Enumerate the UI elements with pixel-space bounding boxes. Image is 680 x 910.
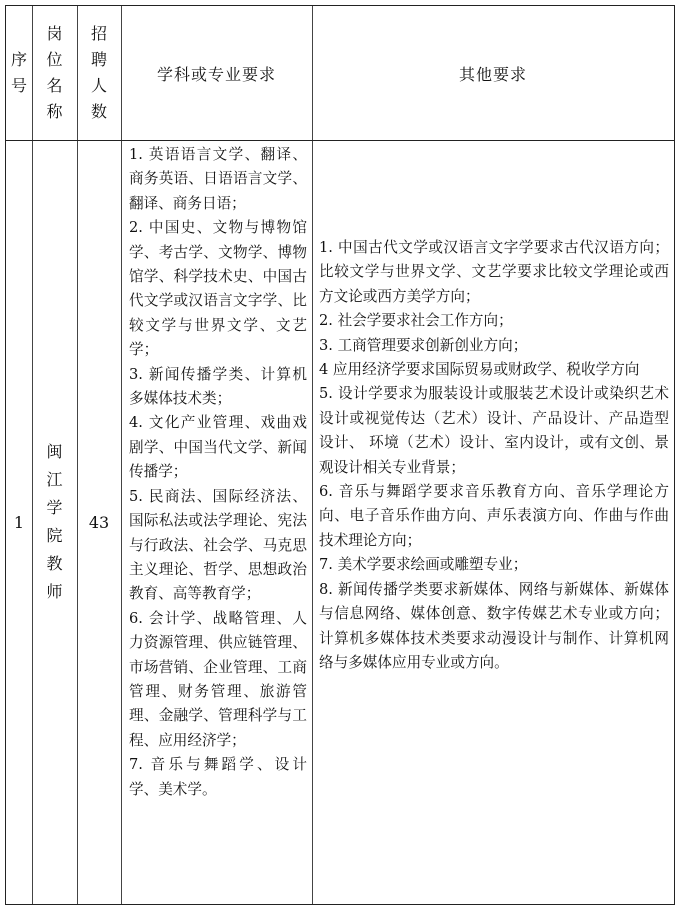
header-index-char: 号 <box>10 76 27 95</box>
major-requirement-item: 3. 新闻传播学类、计算机多媒体技术类； <box>129 365 307 408</box>
major-requirement-item: 2. 中国史、文物与博物馆学、考古学、文物学、博物馆学、科学技术史、中国古代文学或汉语言文字学、比较文学与世界文学、文艺学； <box>129 219 307 359</box>
header-major-requirements <box>121 6 312 140</box>
header-count-char: 招 <box>90 24 107 43</box>
other-requirement-item: 4 应用经济学要求国际贸易或财政学、税收学方向 <box>319 361 640 379</box>
header-index <box>6 6 32 140</box>
position-name-char: 院 <box>46 526 63 545</box>
recruitment-table <box>5 5 675 905</box>
other-requirement-item: 7. 美术学要求绘画或雕塑专业； <box>319 556 528 574</box>
major-requirements-list <box>129 143 307 802</box>
other-requirement-item: 3. 工商管理要求创新创业方向； <box>319 336 528 354</box>
other-requirement-item: 6. 音乐与舞蹈学要求音乐教育方向、音乐学理论方向、电子音乐作曲方向、声乐表演方向、作曲与作曲技术理论方向； <box>319 483 669 549</box>
header-major-label: 学科或专业要求 <box>156 64 276 84</box>
major-requirement-item: 7. 音乐与舞蹈学、设计学、美术学。 <box>129 756 307 798</box>
header-count <box>77 6 121 140</box>
major-requirement-item: 4. 文化产业管理、戏曲戏剧学、中国当代文学、新闻传播学； <box>129 414 307 481</box>
major-requirement-item: 5. 民商法、国际经济法、国际私法或法学理论、宪法与行政法、社会学、马克思主义理论、哲学、思想政治教育、高等教育学； <box>129 487 307 603</box>
header-count-char: 人 <box>90 76 107 95</box>
header-position-char: 岗 <box>46 24 63 43</box>
header-other-label: 其他要求 <box>458 64 527 84</box>
header-count-char: 聘 <box>90 50 107 69</box>
header-index-char: 序 <box>10 50 27 69</box>
header-count-char: 数 <box>90 102 107 121</box>
position-name-char: 学 <box>46 498 63 517</box>
header-position-char: 名 <box>46 76 63 95</box>
other-requirement-item: 2. 社会学要求社会工作方向； <box>319 312 513 330</box>
position-name-char: 江 <box>46 470 63 489</box>
other-requirement-item: 5. 设计学要求为服装设计或服装艺术设计或染织艺术设计或视觉传达（艺术）设计、产品设计、产品造型设计、 环境（艺术）设计、室内设计，或有文创、景观设计相关专业背景； <box>319 385 669 476</box>
other-requirements-list <box>319 236 669 675</box>
position-name-char: 师 <box>46 582 63 601</box>
major-requirement-item: 6. 会计学、战略管理、人力资源管理、供应链管理、市场营销、企业管理、工商管理、财务管理、旅游管理、金融学、管理科学与工程、应用经济学； <box>129 609 307 749</box>
row-index <box>6 140 32 904</box>
major-requirement-item: 1. 英语语言文学、翻译、商务英语、日语语言文学、翻译、商务日语； <box>129 146 307 212</box>
other-requirement-item: 8. 新闻传播学类要求新媒体、网络与新媒体、新媒体与信息网络、媒体创意、数字传媒艺术专业或方向；计算机多媒体技术类要求动漫设计与制作、计算机网络与多媒体应用专业或方向。 <box>319 580 669 671</box>
row-count-value: 43 <box>88 512 110 532</box>
header-position-char: 称 <box>46 102 63 121</box>
position-name-char: 闽 <box>46 442 63 461</box>
row-position <box>32 140 77 904</box>
header-other-requirements <box>312 6 674 140</box>
other-requirement-item: 1. 中国古代文学或汉语言文字学要求古代汉语方向；比较文学与世界文学、文艺学要求比较文学理论或西方文论或西方美学方向； <box>319 239 669 305</box>
row-index-value: 1 <box>13 512 25 532</box>
header-position <box>32 6 77 140</box>
row-count <box>77 140 121 904</box>
header-position-char: 位 <box>46 50 63 69</box>
position-name-char: 教 <box>46 554 63 573</box>
